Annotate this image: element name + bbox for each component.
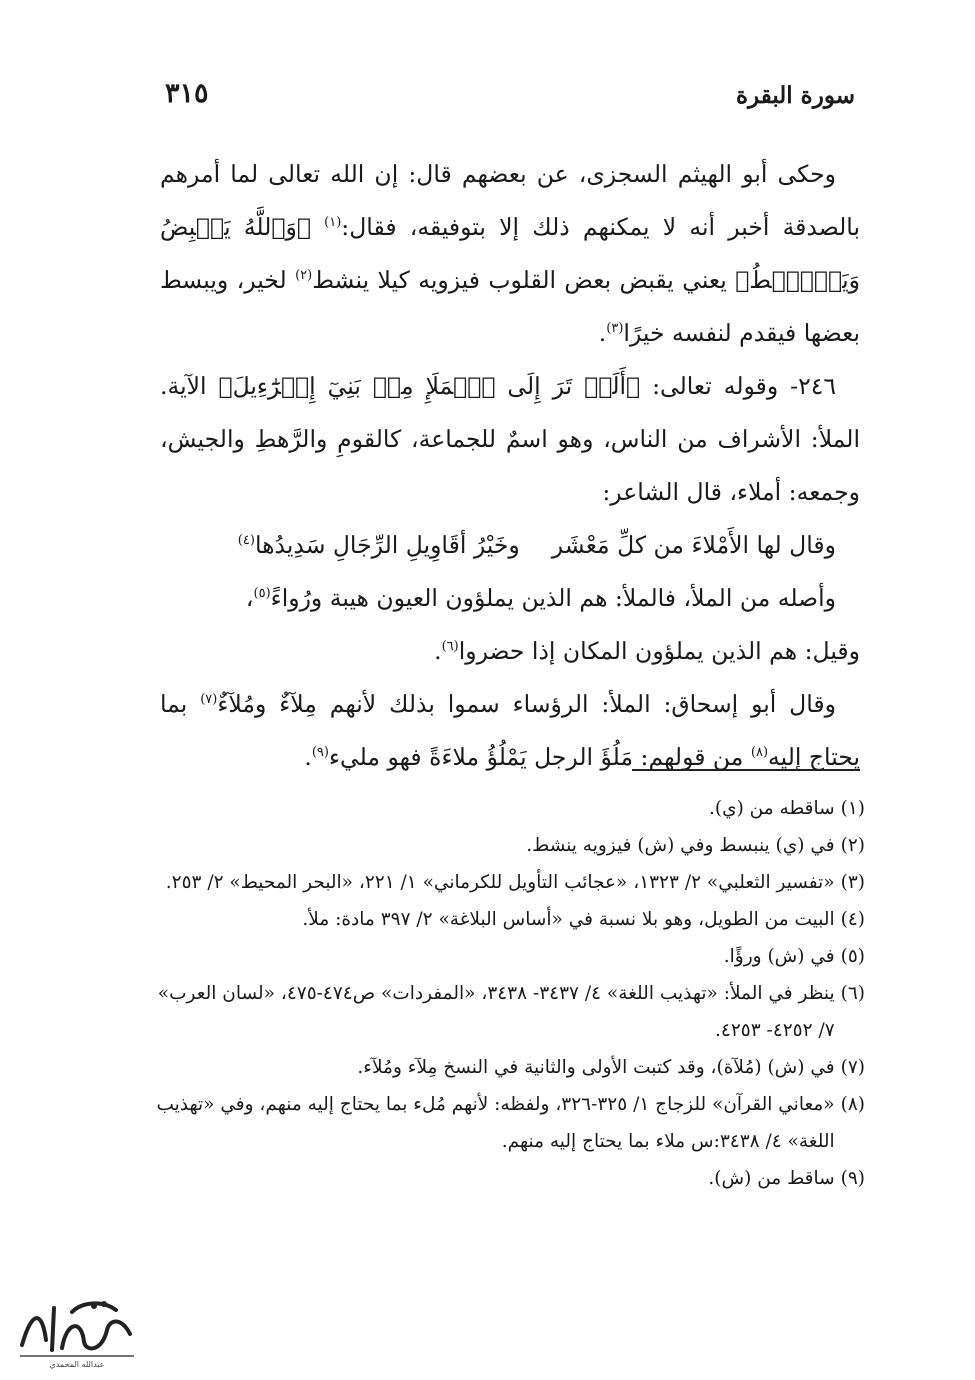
footnote [140,938,865,975]
paragraph-4 [160,625,860,678]
footnote-ref-1: (١) [324,215,342,231]
footnote-ref-2: (٢) [295,268,313,284]
paragraph-1 [160,148,860,360]
footnote-ref-6: (٦) [441,639,459,655]
paragraph-1-text-c: لخير، ويبسط بعضها فيقدم لنفسه خيرًا [160,266,860,347]
verse-hemistich-2-wrap [238,519,520,572]
verse-hemistich-1: وقال لها الأَمْلاءَ من كلِّ مَعْشَر [551,531,836,559]
footnote-number: (٩) [840,1168,865,1189]
footnote-separator [632,769,860,771]
footnote-number: (٢) [840,835,865,856]
footnote [140,1049,865,1086]
paragraph-5-text-b: بما يحتاج إليه [160,690,860,771]
footnote [140,827,865,864]
paragraph-4-text-a: وقيل: هم الذين يملؤون المكان إذا حضروا [458,637,860,665]
paragraph-3-text-a: وأصله من الملأ، فالملأ: هم الذين يملؤون العيون هيبة ورُواءً [270,584,836,612]
footnote [140,864,865,901]
watermark-tagline: عبدالله المحمدي [49,1360,105,1369]
paragraph-5-text-a: وقال أبو إسحاق: الملأ: الرؤساء سموا بذلك لأنهم مِلآءٌ ومُلآءٌ [217,690,836,718]
surah-title: سورة البقرة [735,82,855,109]
footnote-text: البيت من الطويل، وهو بلا نسبة في «أساس البلاغة» ٢/ ٣٩٧ مادة: ملأ. [302,909,835,930]
footnote-ref-3: (٣) [606,321,624,337]
paragraph-1-text-d: . [598,319,607,347]
verse-hemistich-2: وخَيْرُ أقَاوِيلِ الرِّجَالِ سَدِيدُها [254,531,520,559]
paragraph-5-text-c: من قولهم: مَلُؤَ الرجل يَمْلُؤُ ملاءَةً فهو مليء [328,743,744,771]
watermark-logo [12,1290,142,1370]
footnote-number: (٣) [840,872,865,893]
footnote-ref-7: (٧) [200,692,218,708]
footnote-ref-5: (٥) [253,586,271,602]
footnote [140,975,865,1049]
footnote [140,901,865,938]
footnote-number: (٨) [840,1094,865,1115]
footnote [140,1160,865,1197]
footnote-number: (٧) [840,1057,865,1078]
footnote-text: ساقطه من (ي). [709,798,835,819]
footnote-text: في (ش) ورؤًا. [723,946,835,967]
page-number: ٣١٥ [165,78,209,109]
footnotes [140,790,865,1197]
footnote-text: ساقط من (ش). [708,1168,835,1189]
footnote-text: ينظر في الملأ: «تهذيب اللغة» ٤/ ٣٤٣٧- ٣٤٣٨، «المفردات» ص٤٧٤-٤٧٥، «لسان العرب» ٧/ ٤٢٥٢- ٤٢٥٣. [157,983,835,1041]
running-header [165,78,855,122]
footnote [140,790,865,827]
main-text [160,148,860,784]
footnote [140,1086,865,1160]
paragraph-2 [160,360,860,519]
paragraph-1-text-b: ﴿وَٱللَّهُ يَقۡبِضُ وَيَبۡصُۜطُ﴾ يعني يقبض بعض القلوب فيزويه كيلا ينشط [160,213,860,294]
paragraph-2-text: ٢٤٦- وقوله تعالى: ﴿أَلَمۡ تَرَ إِلَى ٱلۡمَلَإِ مِنۢ بَنِيٓ إِسۡرَٰٓءِيلَ﴾ الآية. الملأ: الأشراف من الناس، وهو اسمٌ للجماعة، كالقومِ والرَّهطِ والجيش، وجمعه: أملاء، قال الشاعر: [160,372,860,506]
footnote-number: (٦) [840,983,865,1004]
calligraphy-logo-icon [12,1290,142,1370]
paragraph-5-text-d: . [304,743,312,771]
paragraph-3-text-b: ، [245,584,254,612]
paragraph-1-text-a: وحكى أبو الهيثم السجزى، عن بعضهم قال: إن الله تعالى لما أمرهم بالصدقة أخبر أنه لا يمكنهم ذلك إلا بتوفيقه، فقال: [160,160,860,241]
footnote-number: (٤) [840,909,865,930]
footnote-number: (٥) [840,946,865,967]
poetry-verse [160,519,860,572]
footnote-ref-9: (٩) [311,745,329,761]
footnote-text: «معاني القرآن» للزجاج ١/ ٣٢٥-٣٢٦، ولفظه: لأنهم مُلء بما يحتاج إليه منهم، وفي «تهذيب اللغة» ٤/ ٣٤٣٨:س ملاء بما يحتاج إليه منهم. [156,1094,835,1152]
paragraph-3 [160,572,860,625]
footnote-ref-4: (٤) [237,533,255,549]
footnote-text: في (ي) ينبسط وفي (ش) فيزويه ينشط. [526,835,835,856]
paragraph-4-text-b: . [434,637,442,665]
footnote-text: «تفسير الثعلبي» ٢/ ١٣٢٣، «عجائب التأويل للكرماني» ١/ ٢٢١، «البحر المحيط» ٢/ ٢٥٣. [165,872,835,893]
footnote-ref-8: (٨) [750,745,769,761]
footnote-text: في (ش) (مُلآة)، وقد كتبت الأولى والثانية في النسخ مِلآء ومُلآء. [357,1057,835,1078]
footnote-number: (١) [840,798,865,819]
